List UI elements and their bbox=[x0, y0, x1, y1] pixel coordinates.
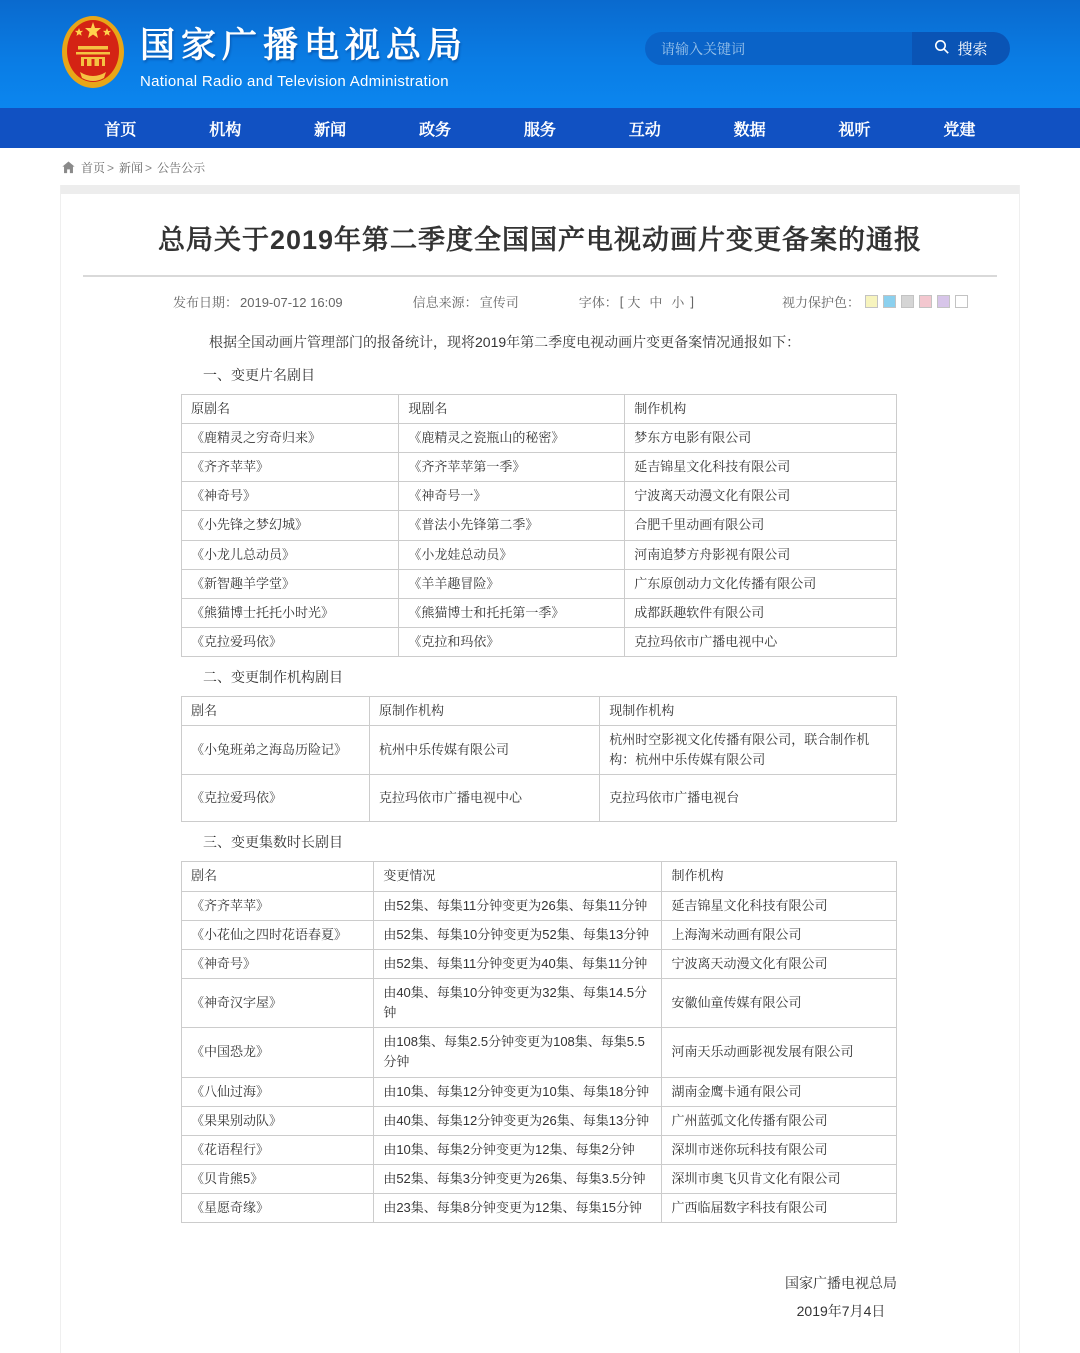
table-cell: 河南天乐动画影视发展有限公司 bbox=[662, 1028, 897, 1077]
publish-date-label: 发布日期： bbox=[173, 295, 239, 310]
font-size-option[interactable]: 小 bbox=[671, 295, 685, 310]
site-header bbox=[0, 0, 1080, 108]
table-row bbox=[182, 598, 897, 627]
data-table bbox=[181, 861, 897, 1223]
site-logo[interactable] bbox=[60, 14, 468, 95]
signature-org: 国家广播电视总局 bbox=[785, 1275, 897, 1292]
table-header-row bbox=[182, 394, 897, 423]
table-cell: 杭州中乐传媒有限公司 bbox=[370, 726, 600, 775]
eye-protection-swatches bbox=[865, 295, 968, 308]
column-header: 现剧名 bbox=[399, 394, 625, 423]
table-cell: 延吉锦星文化科技有限公司 bbox=[625, 453, 897, 482]
table-header-row bbox=[182, 697, 897, 726]
column-header: 原制作机构 bbox=[370, 697, 600, 726]
column-header: 变更情况 bbox=[374, 862, 662, 891]
nav-item[interactable]: 互动 bbox=[628, 121, 661, 139]
table-row bbox=[182, 949, 897, 978]
column-header: 原剧名 bbox=[182, 394, 399, 423]
table-cell: 克拉玛依市广播电视中心 bbox=[625, 627, 897, 656]
table-cell: 《八仙过海》 bbox=[182, 1077, 374, 1106]
bracket-close: ] bbox=[690, 294, 695, 309]
table-cell: 合肥千里动画有限公司 bbox=[625, 511, 897, 540]
search-bar bbox=[645, 32, 1010, 65]
column-header: 制作机构 bbox=[625, 394, 897, 423]
table-cell: 梦东方电影有限公司 bbox=[625, 423, 897, 452]
table-row bbox=[182, 775, 897, 822]
table-cell: 上海淘米动画有限公司 bbox=[662, 920, 897, 949]
search-icon bbox=[934, 39, 950, 59]
eye-protection-swatch[interactable] bbox=[883, 295, 896, 308]
source-value: 宣传司 bbox=[479, 295, 519, 310]
eye-protection-swatch[interactable] bbox=[865, 295, 878, 308]
table-cell: 杭州时空影视文化传播有限公司，联合制作机构：杭州中乐传媒有限公司 bbox=[600, 726, 897, 775]
section-heading: 三、变更集数时长剧目 bbox=[203, 834, 343, 851]
table-row bbox=[182, 1028, 897, 1077]
table-row bbox=[182, 482, 897, 511]
table-cell: 《小花仙之四时花语春夏》 bbox=[182, 920, 374, 949]
table-cell: 《神奇汉字屋》 bbox=[182, 979, 374, 1028]
table-cell: 《果果别动队》 bbox=[182, 1106, 374, 1135]
table-cell: 《齐齐苹苹》 bbox=[182, 891, 374, 920]
table-cell: 《鹿精灵之瓷瓶山的秘密》 bbox=[399, 423, 625, 452]
nav-item[interactable]: 服务 bbox=[523, 121, 556, 139]
eye-protection-label: 视力保护色： bbox=[782, 295, 861, 310]
table-cell: 克拉玛依市广播电视台 bbox=[600, 775, 897, 822]
table-cell: 由40集、每集10分钟变更为32集、每集14.5分钟 bbox=[374, 979, 662, 1028]
card-top-bar bbox=[61, 185, 1019, 194]
table-cell: 《普法小先锋第二季》 bbox=[399, 511, 625, 540]
nav-item[interactable]: 新闻 bbox=[314, 121, 347, 139]
site-subtitle: National Radio and Television Administration bbox=[140, 73, 449, 90]
nav-item[interactable]: 政务 bbox=[419, 121, 452, 139]
data-table bbox=[181, 394, 897, 657]
table-cell: 《小龙娃总动员》 bbox=[399, 540, 625, 569]
nav-item[interactable]: 党建 bbox=[943, 121, 976, 139]
publish-date-value: 2019-07-12 16:09 bbox=[240, 295, 343, 310]
table-row bbox=[182, 1194, 897, 1223]
table-cell: 《克拉和玛依》 bbox=[399, 627, 625, 656]
table-row bbox=[182, 453, 897, 482]
article-meta bbox=[173, 277, 1019, 319]
nav-item[interactable]: 机构 bbox=[209, 121, 242, 139]
national-emblem-icon bbox=[60, 14, 126, 95]
table-cell: 《小龙儿总动员》 bbox=[182, 540, 399, 569]
table-row bbox=[182, 920, 897, 949]
table-row bbox=[182, 511, 897, 540]
table-cell: 《熊猫博士托托小时光》 bbox=[182, 598, 399, 627]
bracket-open: [ bbox=[619, 294, 624, 309]
signature-date: 2019年7月4日 bbox=[796, 1303, 886, 1320]
site-title: 国家广播电视总局 bbox=[140, 26, 469, 65]
table-cell: 《神奇号一》 bbox=[399, 482, 625, 511]
table-row bbox=[182, 423, 897, 452]
table-cell: 《鹿精灵之穷奇归来》 bbox=[182, 423, 399, 452]
eye-protection-swatch[interactable] bbox=[937, 295, 950, 308]
table-cell: 广东原创动力文化传播有限公司 bbox=[625, 569, 897, 598]
table-cell: 《小先锋之梦幻城》 bbox=[182, 511, 399, 540]
breadcrumb-separator: > bbox=[145, 160, 153, 175]
table-cell: 延吉锦星文化科技有限公司 bbox=[662, 891, 897, 920]
breadcrumb bbox=[62, 159, 1080, 176]
breadcrumb-link[interactable]: 公告公示 bbox=[157, 161, 206, 175]
table-cell: 《克拉爱玛依》 bbox=[182, 627, 399, 656]
article-body bbox=[181, 331, 897, 1325]
main-nav bbox=[0, 108, 1080, 148]
search-button-label: 搜索 bbox=[957, 41, 988, 58]
search-input[interactable] bbox=[645, 32, 912, 65]
table-cell: 《贝肯熊5》 bbox=[182, 1165, 374, 1194]
table-cell: 《神奇号》 bbox=[182, 949, 374, 978]
table-cell: 克拉玛依市广播电视中心 bbox=[370, 775, 600, 822]
table-cell: 宁波离天动漫文化有限公司 bbox=[662, 949, 897, 978]
table-cell: 广州蓝弧文化传播有限公司 bbox=[662, 1106, 897, 1135]
table-cell: 广西临届数字科技有限公司 bbox=[662, 1194, 897, 1223]
table-cell: 河南追梦方舟影视有限公司 bbox=[625, 540, 897, 569]
section-heading: 二、变更制作机构剧目 bbox=[203, 669, 343, 686]
table-cell: 《中国恐龙》 bbox=[182, 1028, 374, 1077]
table-cell: 湖南金鹰卡通有限公司 bbox=[662, 1077, 897, 1106]
table-cell: 《新智趣羊学堂》 bbox=[182, 569, 399, 598]
eye-protection-swatch[interactable] bbox=[919, 295, 932, 308]
table-cell: 深圳市迷你玩科技有限公司 bbox=[662, 1135, 897, 1164]
table-cell: 由52集、每集11分钟变更为40集、每集11分钟 bbox=[374, 949, 662, 978]
column-header: 制作机构 bbox=[662, 862, 897, 891]
table-cell: 由52集、每集11分钟变更为26集、每集11分钟 bbox=[374, 891, 662, 920]
table-cell: 《星愿奇缘》 bbox=[182, 1194, 374, 1223]
table-row bbox=[182, 1135, 897, 1164]
table-cell: 由108集、每集2.5分钟变更为108集、每集5.5分钟 bbox=[374, 1028, 662, 1077]
breadcrumb-separator: > bbox=[107, 160, 115, 175]
table-row bbox=[182, 540, 897, 569]
breadcrumb-link[interactable]: 首页 bbox=[81, 161, 106, 175]
nav-item[interactable]: 数据 bbox=[733, 121, 766, 139]
section-heading: 一、变更片名剧目 bbox=[203, 366, 315, 383]
breadcrumb-link[interactable]: 新闻 bbox=[119, 161, 144, 175]
table-header-row bbox=[182, 862, 897, 891]
content-card bbox=[60, 185, 1020, 1353]
table-row bbox=[182, 891, 897, 920]
table-cell: 由40集、每集12分钟变更为26集、每集13分钟 bbox=[374, 1106, 662, 1135]
source-label: 信息来源： bbox=[412, 295, 478, 310]
table-cell: 《齐齐苹苹第一季》 bbox=[399, 453, 625, 482]
table-cell: 《花语程行》 bbox=[182, 1135, 374, 1164]
sections-container bbox=[181, 365, 897, 1224]
table-row bbox=[182, 979, 897, 1028]
table-row bbox=[182, 627, 897, 656]
table-cell: 安徽仙童传媒有限公司 bbox=[662, 979, 897, 1028]
column-header: 剧名 bbox=[182, 697, 370, 726]
table-row bbox=[182, 1106, 897, 1135]
font-size-option[interactable]: 大 bbox=[627, 295, 641, 310]
eye-protection-swatch[interactable] bbox=[955, 295, 968, 308]
data-table bbox=[181, 696, 897, 822]
table-cell: 成都跃趣软件有限公司 bbox=[625, 598, 897, 627]
font-size-option[interactable]: 中 bbox=[649, 295, 663, 310]
signature-block bbox=[785, 1269, 897, 1325]
eye-protection-swatch[interactable] bbox=[901, 295, 914, 308]
table-cell: 《克拉爱玛依》 bbox=[182, 775, 370, 822]
nav-item[interactable]: 视听 bbox=[838, 121, 871, 139]
column-header: 剧名 bbox=[182, 862, 374, 891]
table-cell: 由10集、每集12分钟变更为10集、每集18分钟 bbox=[374, 1077, 662, 1106]
table-cell: 《羊羊趣冒险》 bbox=[399, 569, 625, 598]
table-cell: 宁波离天动漫文化有限公司 bbox=[625, 482, 897, 511]
table-cell: 由10集、每集2分钟变更为12集、每集2分钟 bbox=[374, 1135, 662, 1164]
home-icon[interactable] bbox=[62, 161, 75, 174]
table-row bbox=[182, 1077, 897, 1106]
nav-item[interactable]: 首页 bbox=[104, 121, 137, 139]
table-row bbox=[182, 569, 897, 598]
table-cell: 《神奇号》 bbox=[182, 482, 399, 511]
font-size-label: 字体： bbox=[578, 295, 618, 310]
table-cell: 深圳市奥飞贝肯文化有限公司 bbox=[662, 1165, 897, 1194]
table-cell: 由52集、每集3分钟变更为26集、每集3.5分钟 bbox=[374, 1165, 662, 1194]
intro-paragraph: 根据全国动画片管理部门的报备统计，现将2019年第二季度电视动画片变更备案情况通报如下： bbox=[209, 334, 801, 350]
table-cell: 《小兔班弟之海岛历险记》 bbox=[182, 726, 370, 775]
table-cell: 《齐齐苹苹》 bbox=[182, 453, 399, 482]
table-row bbox=[182, 726, 897, 775]
table-cell: 《熊猫博士和托托第一季》 bbox=[399, 598, 625, 627]
table-cell: 由52集、每集10分钟变更为52集、每集13分钟 bbox=[374, 920, 662, 949]
column-header: 现制作机构 bbox=[600, 697, 897, 726]
article-title: 总局关于2019年第二季度全国国产电视动画片变更备案的通报 bbox=[157, 225, 923, 255]
table-cell: 由23集、每集8分钟变更为12集、每集15分钟 bbox=[374, 1194, 662, 1223]
table-row bbox=[182, 1165, 897, 1194]
search-button[interactable] bbox=[912, 32, 1010, 65]
